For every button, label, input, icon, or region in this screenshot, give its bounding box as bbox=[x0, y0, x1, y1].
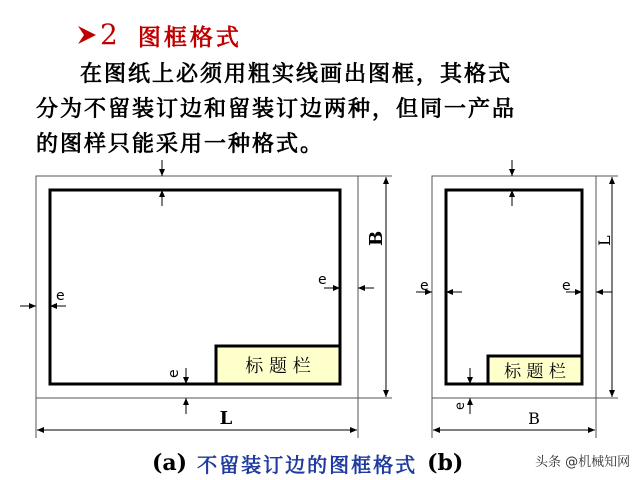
heading-title: 图框格式 bbox=[137, 24, 242, 51]
e-label-b-left: e bbox=[420, 278, 429, 294]
figure-caption bbox=[152, 446, 463, 480]
diagram-b bbox=[416, 160, 618, 438]
e-label-b-right: e bbox=[562, 278, 571, 294]
width-label-b: B bbox=[528, 409, 540, 428]
width-label-a: L bbox=[219, 408, 233, 429]
paragraph-line-1: 在图纸上必须用粗实线画出图框，其格式 bbox=[80, 62, 513, 87]
heading-number: 2 bbox=[100, 18, 118, 51]
caption-text: 不留装订边的图框格式 bbox=[197, 452, 418, 477]
height-label-a: B bbox=[366, 230, 387, 246]
paragraph-line-3: 的图样只能采用一种格式。 bbox=[36, 132, 325, 157]
e-label-a-bottom: e bbox=[166, 369, 182, 378]
e-label-a-left: e bbox=[56, 288, 65, 304]
e-label-b-bottom: e bbox=[453, 402, 468, 410]
caption-tag-a: (a) bbox=[152, 450, 188, 476]
e-label-a-right: e bbox=[318, 272, 327, 288]
caption-tag-b: (b) bbox=[427, 450, 464, 476]
paragraph-line-2: 分为不留装订边和留装订边两种，但同一产品 bbox=[36, 97, 517, 122]
title-block-label-a: 标 题 栏 bbox=[245, 356, 311, 377]
title-block-label-b: 标 题 栏 bbox=[504, 362, 566, 382]
height-label-b: L bbox=[595, 235, 614, 246]
watermark: 头条 @机械知网 bbox=[532, 450, 633, 471]
diagram-a bbox=[20, 160, 392, 438]
